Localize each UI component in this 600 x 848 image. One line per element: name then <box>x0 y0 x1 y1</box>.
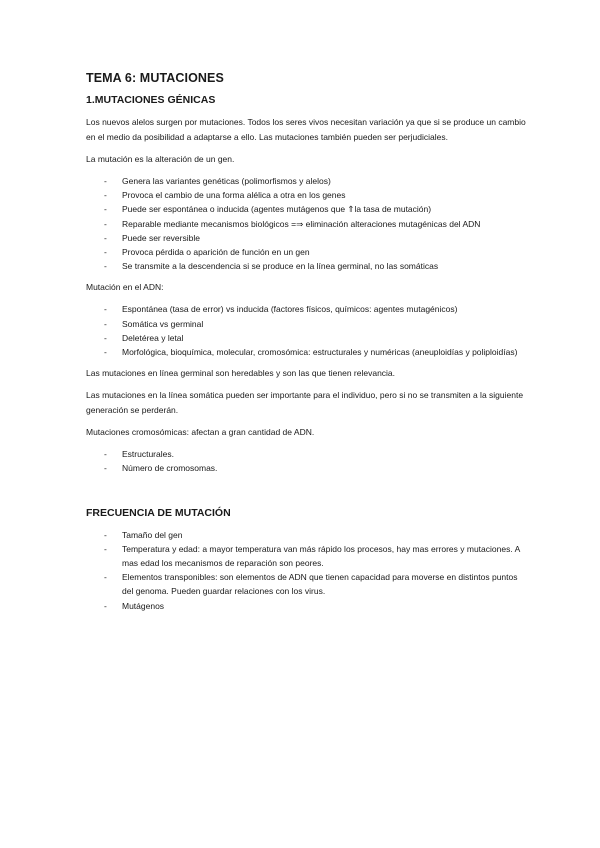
germinal-paragraph: Las mutaciones en línea germinal son heredables y son las que tienen relevancia. <box>86 368 396 379</box>
list-item: - Estructurales. <box>86 447 526 461</box>
page-title: TEMA 6: MUTACIONES <box>86 71 224 85</box>
list-item: - Puede ser reversible <box>86 231 526 245</box>
list-item: - Temperatura y edad: a mayor temperatura van más rápido los procesos, hay mas errores y mutaciones. A mas edad los mecanismos de reparación son peores. <box>86 542 526 570</box>
list-item: - Mutágenos <box>86 599 526 613</box>
list-item: - Espontánea (tasa de error) vs inducida (factores físicos, químicos: agentes mutagénicos) <box>86 302 526 316</box>
list-item: - Morfológica, bioquímica, molecular, cromosómica: estructurales y numéricas (aneuploidías y poliploidías) <box>86 345 526 359</box>
list-item: - Número de cromosomas. <box>86 461 526 475</box>
list-item: - Deletérea y letal <box>86 331 526 345</box>
definition-paragraph: La mutación es la alteración de un gen. <box>86 154 235 164</box>
chromosomal-paragraph: Mutaciones cromosómicas: afectan a gran cantidad de ADN. <box>86 427 315 438</box>
section-heading-mutaciones-genicas: 1.MUTACIONES GÉNICAS <box>86 94 216 106</box>
list-item: - Tamaño del gen <box>86 528 526 542</box>
list-item: - Provoca el cambio de una forma alélica a otra en los genes <box>86 188 526 202</box>
document-page <box>86 71 526 620</box>
mutation-properties-list <box>86 174 526 273</box>
section-heading-frecuencia: FRECUENCIA DE MUTACIÓN <box>86 506 231 519</box>
list-item: - Provoca pérdida o aparición de función en un gen <box>86 245 526 259</box>
chromosomal-types-list <box>86 447 526 475</box>
list-item: - Puede ser espontánea o inducida (agentes mutágenos que ⇑la tasa de mutación) <box>86 202 526 216</box>
adn-mutation-types-list <box>86 302 526 359</box>
list-item: - Somática vs germinal <box>86 317 526 331</box>
section-spacer <box>86 483 526 507</box>
adn-label: Mutación en el ADN: <box>86 282 164 293</box>
frequency-factors-list <box>86 528 526 613</box>
somatic-paragraph: Las mutaciones en la línea somática pueden ser importante para el individuo, pero si no se transmiten a la siguiente generación se perderán. <box>86 390 524 416</box>
list-item: - Genera las variantes genéticas (polimorfismos y alelos) <box>86 174 526 188</box>
list-item: - Se transmite a la descendencia si se produce en la línea germinal, no las somáticas <box>86 259 526 273</box>
list-item: - Elementos transponibles: son elementos de ADN que tienen capacidad para moverse en distintos puntos del genoma. Pueden guardar relaciones con los virus. <box>86 570 526 598</box>
list-item: - Reparable mediante mecanismos biológicos =⇒ eliminación alteraciones mutagénicas del ADN <box>86 217 526 231</box>
intro-paragraph: Los nuevos alelos surgen por mutaciones. Todos los seres vivos necesitan variación ya que si se produce un cambio en el medio da posibilidad a adaptarse a ello. Las mutaciones también pueden ser perjudiciales. <box>86 117 526 142</box>
